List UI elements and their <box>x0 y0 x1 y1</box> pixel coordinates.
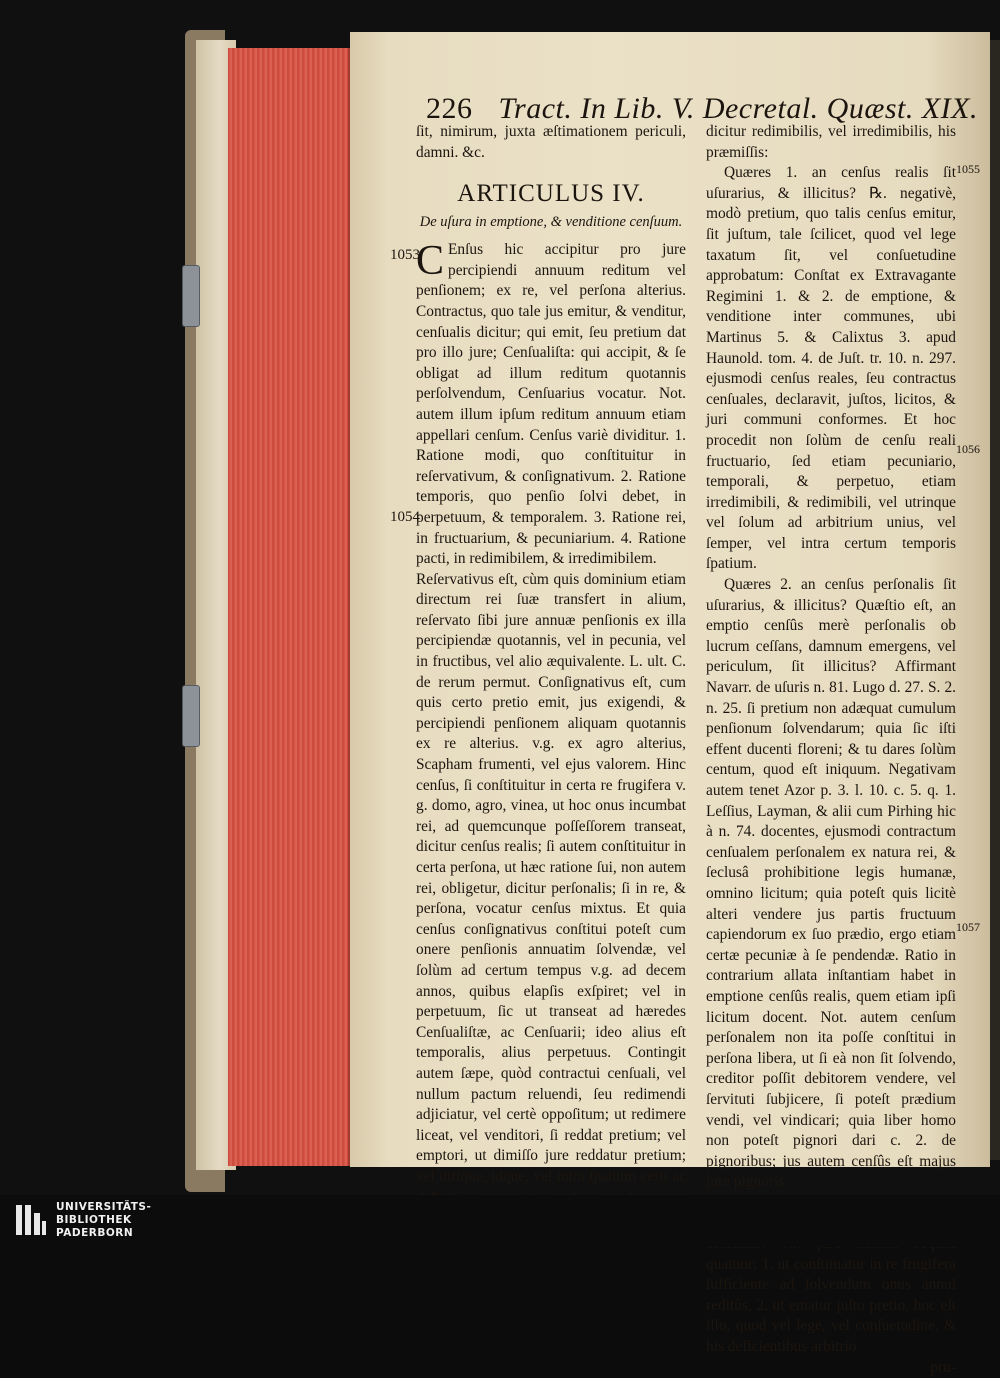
paragraph-1056: Quæres 2. an cenſus perſonalis ſit uſurarius, & illicitus? Quæſtio eſt, an emptio cenſûs merè perſonalis ob lucrum ceſſans, damnum emergens, vel periculum, ſit illicitus? Affirmant Navarr. de uſuris n. 81. Lugo d. 27. S. 2. n. 25. ſi pretium non adæquat cumulum penſionum ſolvendarum; quia ſic iſti effent ducenti floreni; & tu dares ſolùm centum, quod eſt iniquum. Negativam autem tenet Azor p. 3. l. 10. c. 5. q. 1. Leſſius, Layman, & alii cum Pirhing hic à n. 74. docentes, ejusmodi contractum cenſualem perſonalem ex natura rei, & ſeclusâ prohibitione legis humanæ, omnino licitum; quia poteſt quis licitè alteri vendere jus partis fructuum capiendorum ex ſuo prædio, ergo etiam certæ pecuniæ à ſe pendendæ. Ratio in contrarium allata inſtantiam habet in emptione cenſûs realis, quem etiam ipſi licitum docent. Not. autem cenſum perſonalem non ita poſſe conſtitui in perſona libera, ut ſi eà non ſit ſolvendo, creditor poſſit debitorem vendere, vel ſervituti ſubjicere, ſi poteſt prædium vendi, vel vindicari; quia liber homo non poteſt pignori dari c. 2. de pignoribus; jus autem cenſûs eſt majus jure pignoris. <box>706 576 956 1191</box>
margin-number-1055: 1055 <box>956 162 980 176</box>
paragraph-1053-text: Enſus hic accipitur pro jure percipiendi annuum reditum vel penſionem; ex re, vel perſona alterius. Contractus, quo tale jus emitur, & venditur, cenſualis dicitur; qui emit, ſeu pretium dat pro illo jure; Cenſualiſta: qui accipit, & ſe obligat ad illum reditum quotannis perſolvendum, Cenſuarius vocatur. Not. autem illum ipſum reditum annuum etiam appellari cenſum. Cenſus variè dividitur. 1. Ratione modi, quo conſtituitur in reſervativum, & conſignativum. 2. Ratione temporis, quo penſio ſolvi debet, in perpetuum, & temporalem. 3. Ratione rei, in fructuarium, & pecuniarium. 4. Ratione pacti, in redimibilem, & irredimibilem. <box>416 241 686 568</box>
left-intro: ſit, nimirum, juxta æſtimationem periculi, damni. &c. <box>416 123 686 161</box>
clasp-icon <box>182 685 200 747</box>
margin-number-1056: 1056 <box>956 442 980 456</box>
logo-line-1: UNIVERSITÄTS- <box>56 1201 152 1213</box>
paragraph-1054: Reſervativus eſt, cùm quis dominium etiam directum rei ſuæ transfert in alium, reſervato ſibi jure annuæ penſionis ex illa percipiendæ quotannis, vel in pecunia, vel in fructibus, vel alio æquivalente. L. ult. C. de rerum permut. Conſignativus eſt, cum quis certo pretio emit, jus exigendi, & percipiendi penſionem aliquam quotannis ex re alterius. v.g. ex agro alterius, Scapham frumenti, vel ejus valorem. Hinc cenſus, ſi conſtituitur in certa re frugifera v. g. domo, agro, vinea, ut hoc onus incumbat rei, ad quemcunque poſſeſſorem transeat, dicitur cenſus realis; ſi autem conſtituitur in certa perſona, ut hæc ratione ſui, non autem rei, obligetur, dicitur perſonalis; ſi in re, & perſona, vocatur cenſus mixtus. Et quia cenſus conſignativus conſtitui poteſt cum onere penſionis annuatim ſolvendæ, vel ſolùm ad certum tempus v.g. ad decem annos, quibus elapſis exſpiret; vel in perpetuum, ſic ut transeat ad hæredes Cenſualiſtæ, ac Cenſuarii; ideo alius eſt temporalis, alius perpetuus. Contingit autem ſæpe, quòd contractui cenſuali, vel nullum pactum reluendi, ſeu redimendi adjiciatur, vel certè oppoſitum; ut redimere liceat, vel venditori, ſi reddat pretium; vel emptori, ut dimiſſo jure reddatur pretium; vel utrique, idque, vel intra ſpatium certi ac <box>416 570 686 1185</box>
right-intro: dicitur redimibilis, vel irredimibilis, his præmiſſis: <box>706 123 956 161</box>
running-header <box>426 92 978 126</box>
margin-number-1054: 1054 <box>390 509 420 525</box>
paragraph-1055: Quæres 1. an cenſus realis ſit uſurarius, & illicitus? ℞. negativè, modò pretium, quo talis cenſus emitur, ſit juſtum, tale ſcilicet, quod vel lege taxatum ſit, vel conſuetudine approbatum: Conſtat ex Extravagante Regimini 1. & 2. de emptione, & venditione inter communes, ubi Martinus 5. & Calixtus 3. apud Haunold. tom. 4. de Juſt. tr. 10. n. 297. ejusmodi cenſus reales, ſeu contractus cenſuales, declaravit, juſtos, licitos, & juri communi conformes. Et hoc procedit non ſolùm de cenſu reali fructuario, ſed etiam pecuniario, temporali, & perpetuo, etiam irredimibili, & redimibili, vel utrinque vel ſolum ad arbitrium unius, vel ſemper, vel intra certum temporis ſpatium. <box>706 164 956 573</box>
book-page <box>350 32 990 1376</box>
drop-cap: C <box>416 238 445 285</box>
running-title: Tract. In Lib. V. Decretal. Quæst. XIX. <box>498 92 978 125</box>
catchword: pru- <box>930 1358 956 1376</box>
margin-number-1053: 1053 <box>390 247 420 263</box>
page-number: 226 <box>426 92 473 125</box>
left-column <box>416 122 686 1229</box>
library-logo-icon <box>14 1203 48 1237</box>
next-page-edge <box>990 40 1000 1160</box>
right-column <box>706 122 956 1378</box>
article-title: ARTICULUS IV. <box>457 180 645 208</box>
clasp-icon <box>182 265 200 327</box>
paragraph-1057: quatuor; 1. ut conſtituatur in re frugifera ſufficiente ad ſolvendum onus annui reditûs, 2. ut ematur juſto pretio, hoc eſt illo, quod vel lege, vel conſuetudine, & his deficientibus arbitrio <box>706 1255 956 1356</box>
margin-number-1057: 1057 <box>956 920 980 934</box>
paragraph-1053 <box>416 240 686 570</box>
library-logo-text <box>56 1201 151 1240</box>
article-subtitle: De uſura in emptione, & venditione cenſuum. <box>419 214 683 231</box>
library-logo <box>0 1195 1000 1247</box>
red-page-edges <box>228 48 350 1166</box>
logo-line-2: BIBLIOTHEK <box>56 1214 132 1226</box>
logo-line-3: PADERBORN <box>56 1227 134 1239</box>
